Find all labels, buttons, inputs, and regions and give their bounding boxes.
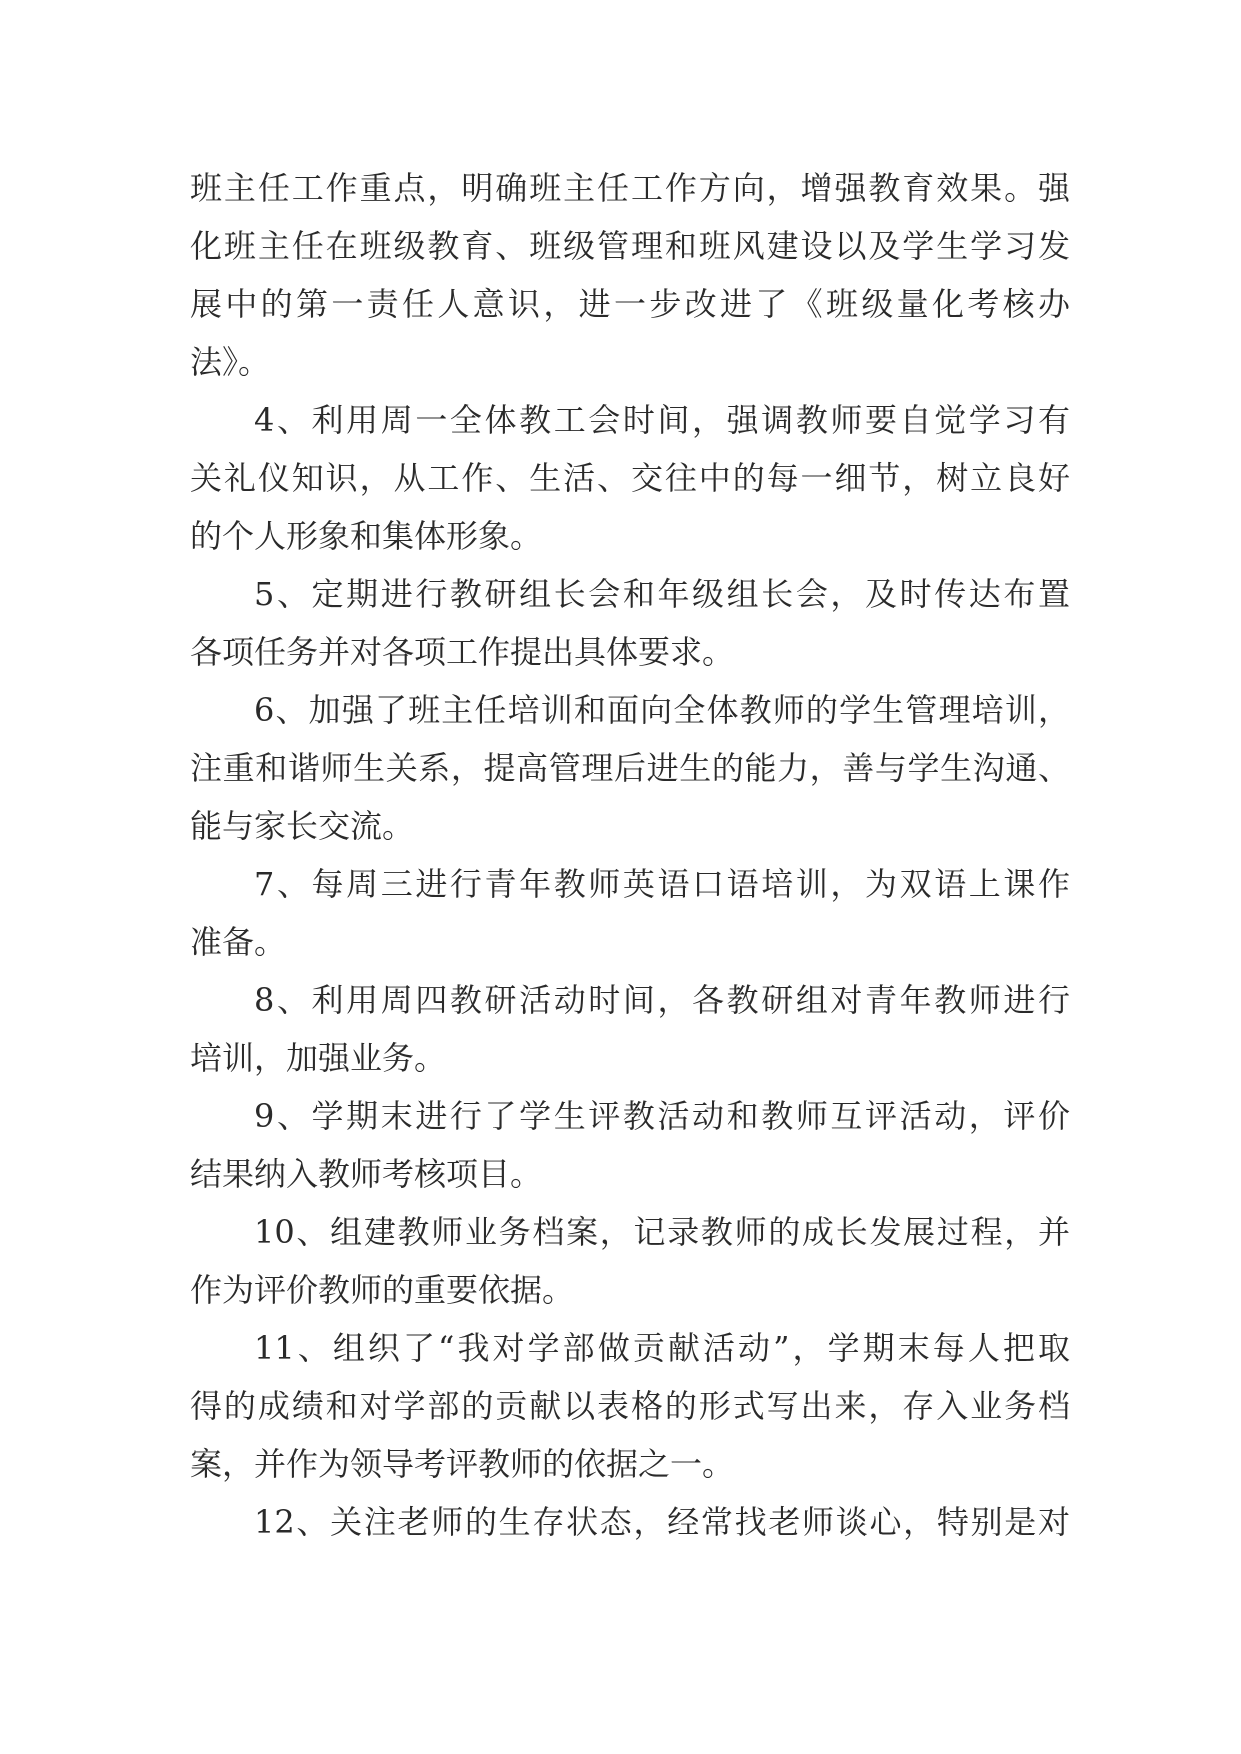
text-line: 得的成绩和对学部的贡献以表格的形式写出来，存入业务档 bbox=[190, 1387, 1070, 1425]
text-line: 4、利用周一全体教工会时间，强调教师要自觉学习有 bbox=[254, 401, 1070, 439]
text-line: 法》。 bbox=[190, 343, 271, 381]
text-line: 班主任工作重点，明确班主任工作方向，增强教育效果。强 bbox=[190, 169, 1070, 207]
text-line: 7、每周三进行青年教师英语口语培训，为双语上课作 bbox=[254, 865, 1070, 903]
text-line: 6、加强了班主任培训和面向全体教师的学生管理培训， bbox=[254, 691, 1070, 729]
text-line: 作为评价教师的重要依据。 bbox=[190, 1271, 575, 1309]
text-line: 化班主任在班级教育、班级管理和班风建设以及学生学习发 bbox=[190, 227, 1070, 265]
text-line: 各项任务并对各项工作提出具体要求。 bbox=[190, 633, 735, 671]
text-line: 10、组建教师业务档案，记录教师的成长发展过程，并 bbox=[254, 1213, 1070, 1251]
text-line: 9、学期末进行了学生评教活动和教师互评活动，评价 bbox=[254, 1097, 1070, 1135]
text-line: 注重和谐师生关系，提高管理后进生的能力，善与学生沟通、 bbox=[190, 749, 1070, 787]
text-line: 结果纳入教师考核项目。 bbox=[190, 1155, 543, 1193]
text-line: 能与家长交流。 bbox=[190, 807, 415, 845]
text-line: 案，并作为领导考评教师的依据之一。 bbox=[190, 1445, 735, 1483]
text-line: 5、定期进行教研组长会和年级组长会，及时传达布置 bbox=[254, 575, 1070, 613]
text-line: 11、组织了“我对学部做贡献活动”，学期末每人把取 bbox=[254, 1329, 1070, 1367]
text-line: 培训，加强业务。 bbox=[190, 1039, 447, 1077]
text-line: 12、关注老师的生存状态，经常找老师谈心，特别是对 bbox=[254, 1503, 1070, 1541]
text-line: 展中的第一责任人意识，进一步改进了《班级量化考核办 bbox=[190, 285, 1070, 323]
text-line: 关礼仪知识，从工作、生活、交往中的每一细节，树立良好 bbox=[190, 459, 1070, 497]
text-line: 准备。 bbox=[190, 923, 287, 961]
text-line: 8、利用周四教研活动时间，各教研组对青年教师进行 bbox=[254, 981, 1070, 1019]
text-line: 的个人形象和集体形象。 bbox=[190, 517, 543, 555]
